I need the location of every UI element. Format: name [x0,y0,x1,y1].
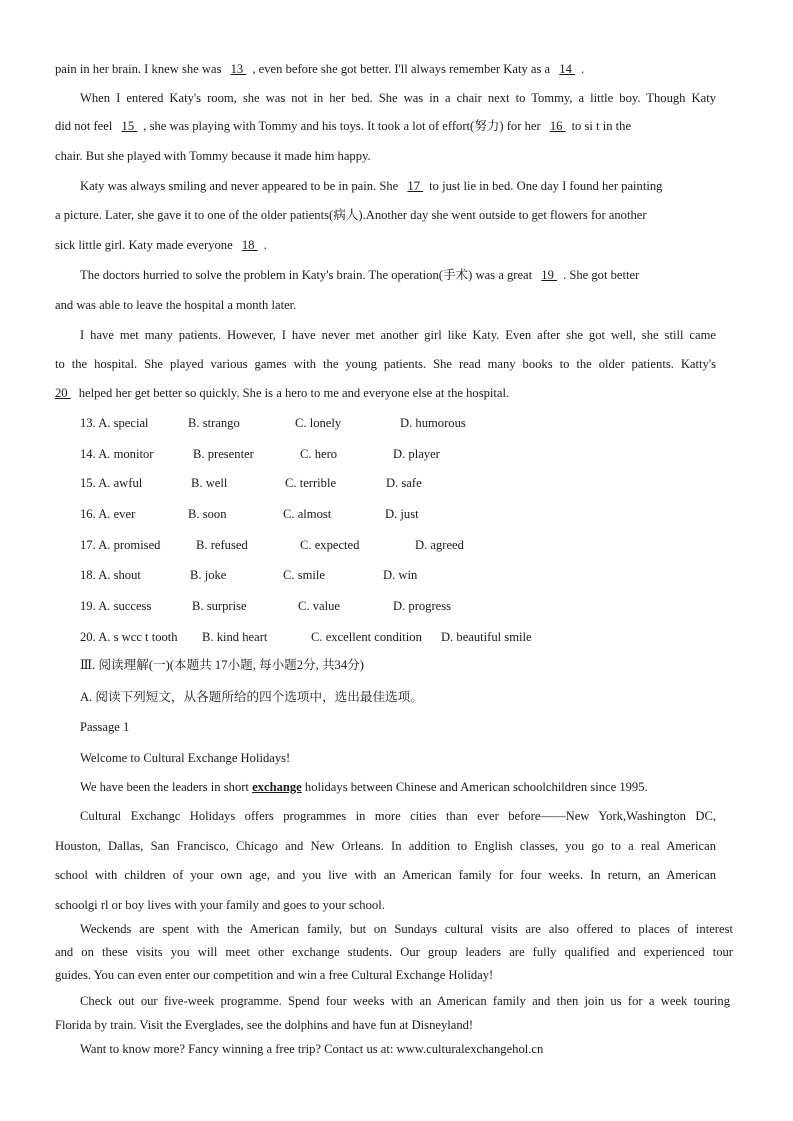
blank-16: 16 [549,119,566,133]
passage-line: to the hospital. She played various games with the young patients. She read many books to the older patients. Katty's [55,357,716,371]
passage-line: I have met many patients. However, I have never met another girl like Katy. Even after she got well, she still came [80,328,716,342]
passage-line: Cultural Exchangc Holidays offers programmes in more cities than ever before——New York,Washington DC, [80,809,716,823]
passage-line: pain in her brain. I knew she was 13 , even before she got better. I'll always remember Katy as a 14 . [55,62,585,76]
blank-20: 20 [55,386,71,400]
blank-15: 15 [121,119,138,133]
passage-line: and was able to leave the hospital a month later. [55,298,297,312]
passage-line: When I entered Katy's room, she was not in her bed. She was in a chair next to Tommy, a little boy. Though Katy [80,91,716,105]
passage-line: Weckends are spent with the American family, but on Sundays cultural visits are also offered to places of interest [80,922,733,936]
blank-18: 18 [241,238,258,252]
blank-14: 14 [559,62,576,76]
passage-line: and on these visits you will meet other exchange students. Our group leaders are fully qualified and experienced tour [55,945,733,959]
passage-line: sick little girl. Katy made everyone 18 . [55,238,267,252]
passage-line: chair. But she played with Tommy because it made him happy. [55,149,371,163]
passage-label: Passage 1 [80,720,130,734]
contact-line: Want to know more? Fancy winning a free trip? Contact us at: www.culturalexchangehol.cn [80,1042,544,1056]
passage-line: did not feel 15 , she was playing with Tommy and his toys. It took a lot of effort(努力) for her 16 to si t in the [55,119,632,133]
passage-line: school with children of your own age, and you live with an American family for four weeks. In return, an American [55,868,716,882]
blank-13: 13 [230,62,247,76]
passage-line: Katy was always smiling and never appeared to be in pain. She 17 to just lie in bed. One day I found her painting [80,179,663,193]
passage-line: a picture. Later, she gave it to one of the older patients(病人).Another day she went outside to get flowers for another [55,208,647,222]
section-heading: Ⅲ. 阅读理解(一)(本题共 17小题, 每小题2分, 共34分) [80,658,364,672]
passage-title: Welcome to Cultural Exchange Holidays! [80,751,291,765]
passage-line: guides. You can even enter our competition and win a free Cultural Exchange Holiday! [55,968,494,982]
passage-line: Houston, Dallas, San Francisco, Chicago and New Orleans. In addition to English classes, you go to a real American [55,839,716,853]
passage-line: The doctors hurried to solve the problem in Katy's brain. The operation(手术) was a great 19 . She got better [80,268,640,282]
keyword-exchange: exchange [252,780,302,794]
blank-17: 17 [407,179,424,193]
section-instruction: A. 阅读下列短文，从各题所给的四个选项中，选出最佳选项。 [80,690,423,704]
passage-line: We have been the leaders in short exchange holidays between Chinese and American schoolchildren since 1995. [80,780,648,794]
passage-line: Florida by train. Visit the Everglades, see the dolphins and have fun at Disneyland! [55,1018,474,1032]
passage-line: Check out our five-week programme. Spend four weeks with an American family and then join us for a week touring [80,994,730,1008]
blank-19: 19 [541,268,558,282]
passage-line: 20 helped her get better so quickly. She is a hero to me and everyone else at the hospital. [55,386,510,400]
passage-line: schoolgi rl or boy lives with your family and goes to your school. [55,898,385,912]
